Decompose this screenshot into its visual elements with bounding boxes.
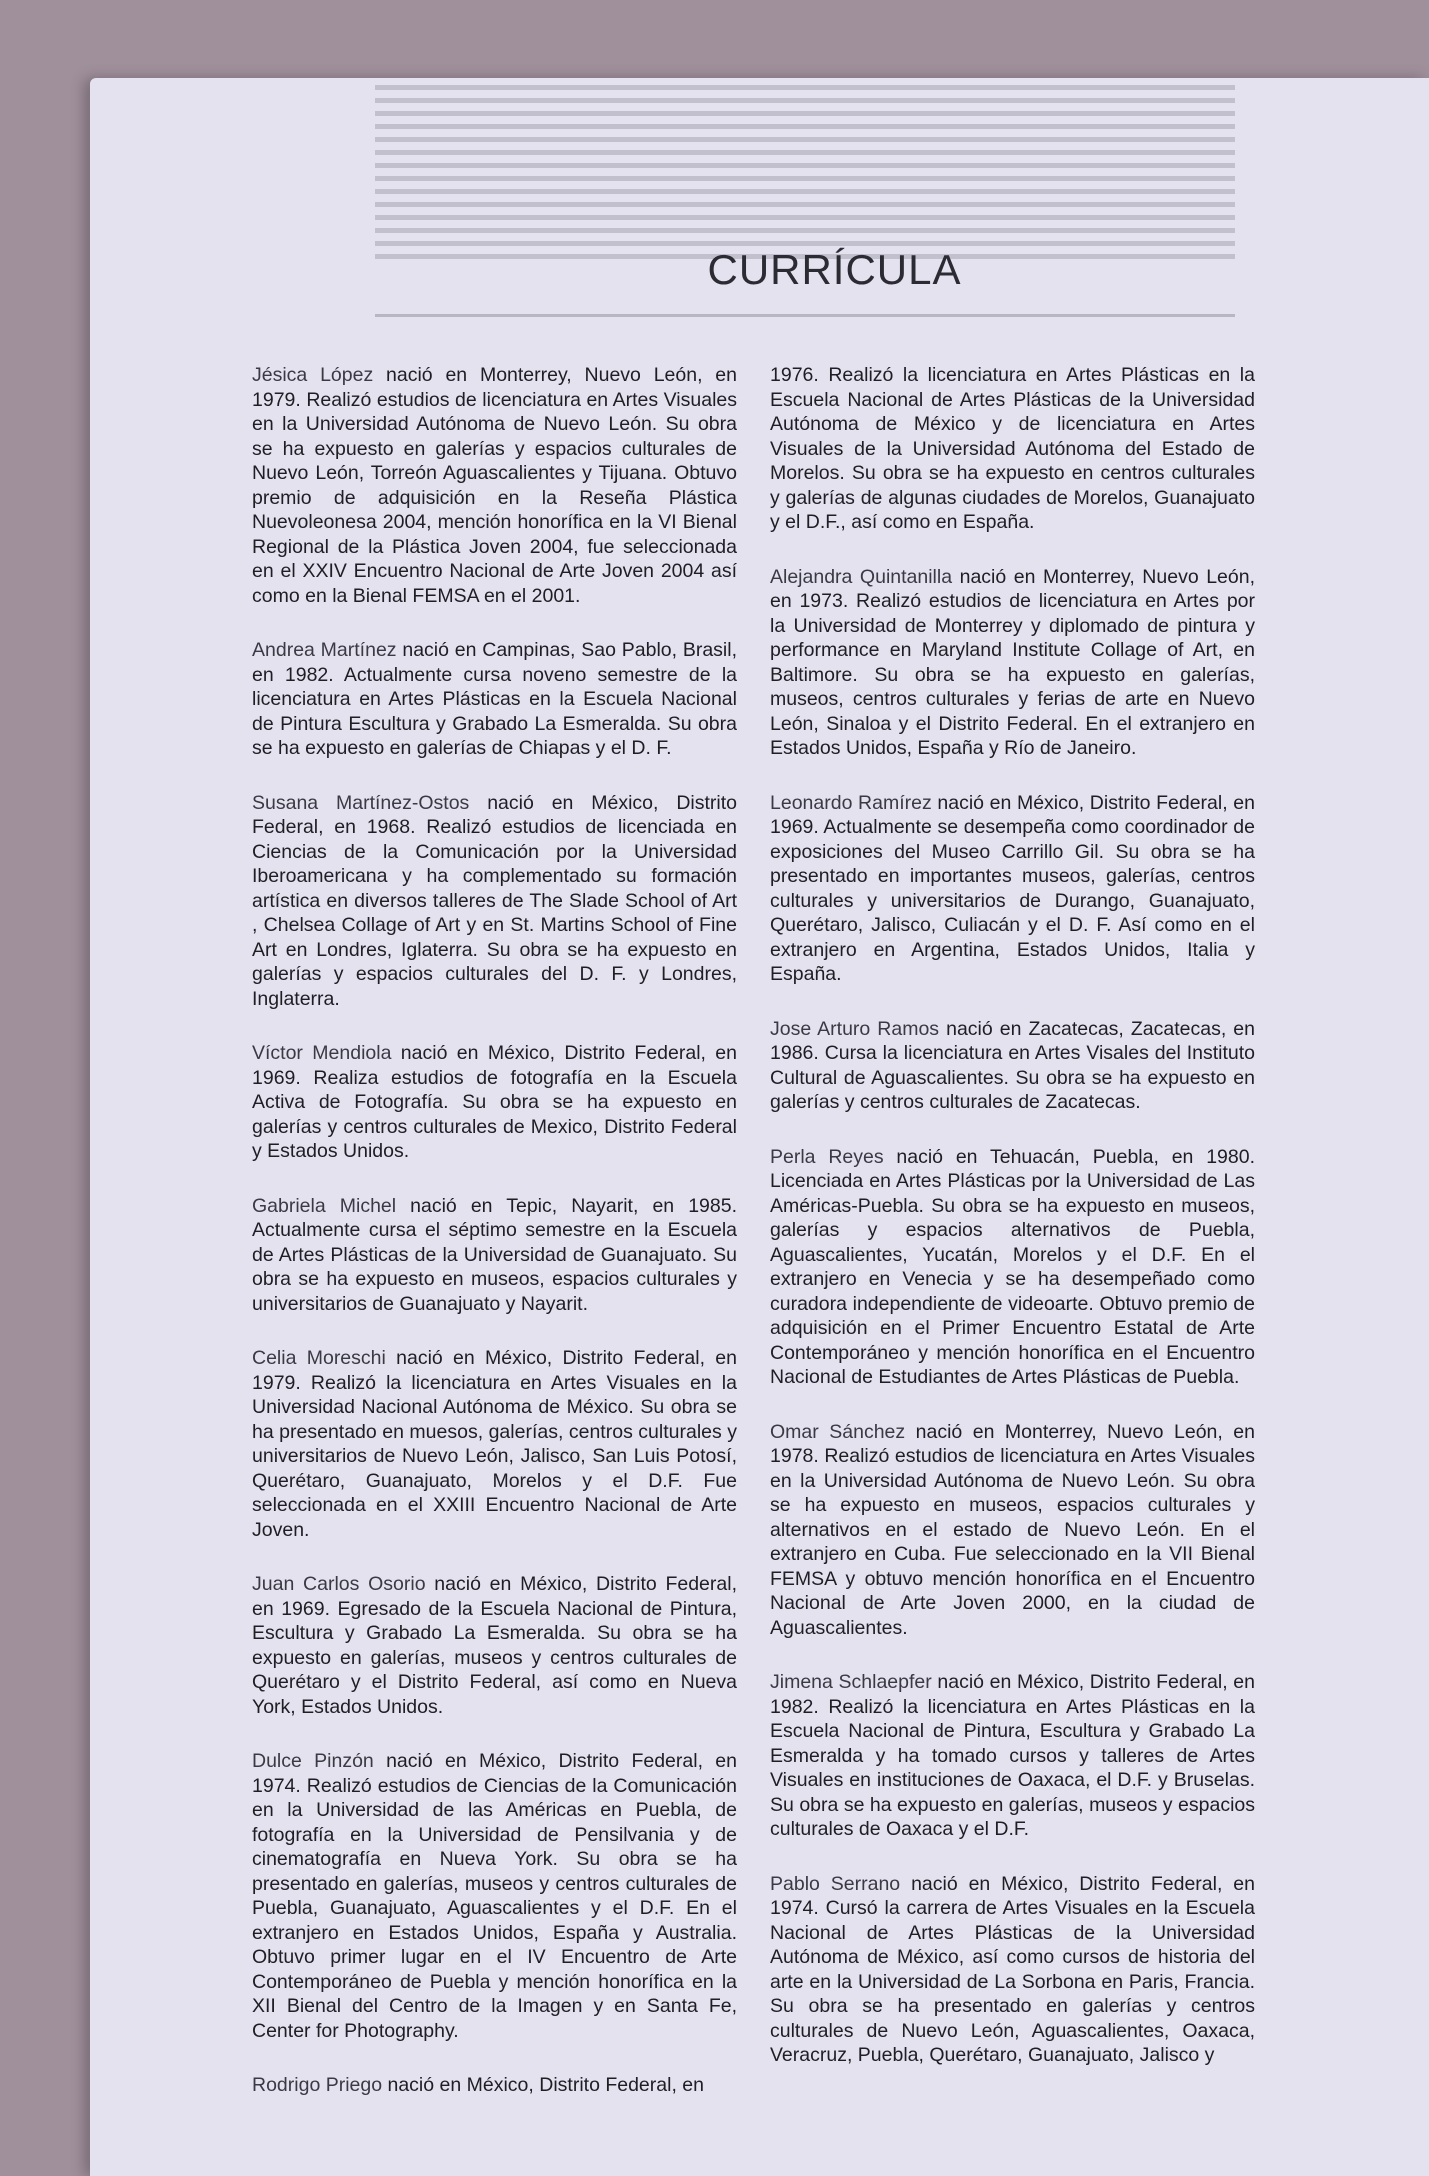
title-divider <box>375 314 1235 317</box>
bio-text: nació en Tepic, Nayarit, en 1985. Actualmente cursa el séptimo semestre en la Escuela de Artes Plásticas de la Universidad de Guanajuato. Su obra se ha expuesto en museos, espacios culturales y universitarios de Guanajuato y Nayarit. <box>252 1194 737 1315</box>
bio-entry <box>770 1670 1255 1842</box>
bio-entry <box>770 1017 1255 1115</box>
page-title: CURRÍCULA <box>707 246 962 293</box>
bio-text: nació en México, Distrito Federal, en 1969. Actualmente se desempeña como coordinador de exposiciones del Museo Carrillo Gil. Su obra se ha presentado en importantes museos, galerías, centros culturales y universitarios de Durango, Guanajuato, Querétaro, Jalisco, Culiacán y el D. F. Así como en el extranjero en Argentina, Estados Unidos, Italia y España. <box>770 791 1255 985</box>
bio-name: Víctor Mendiola <box>252 1042 392 1064</box>
bio-entry <box>770 791 1255 987</box>
bio-entry <box>252 1346 737 1542</box>
bio-entry <box>770 1872 1255 2068</box>
bio-entry <box>252 2073 737 2098</box>
bio-text: nació en Tehuacán, Puebla, en 1980. Licenciada en Artes Plásticas por la Universidad de Las Américas-Puebla. Su obra se ha expuesto en museos, galerías y espacios alternativos de Puebla, Aguascalientes, Yucatán, Morelos y el D.F. En el extranjero en Venecia y se ha desempeñado como curadora independiente de videoarte. Obtuvo premio de adquisición en el Primer Encuentro Estatal de Arte Contemporáneo y mención honorífica en el Encuentro Nacional de Estudiantes de Artes Plásticas de Puebla. <box>770 1145 1255 1388</box>
header-stripes <box>375 85 1235 260</box>
bio-entry <box>252 1749 737 2043</box>
bio-entry <box>252 1194 737 1317</box>
bio-text: nació en México, Distrito Federal, en 1982. Realizó la licenciatura en Artes Plásticas en la Escuela Nacional de Pintura, Escultura y Grabado La Esmeralda y ha tomado cursos y talleres de Artes Visuales en instituciones de Oaxaca, el D.F. y Bruselas. Su obra se ha expuesto en galerías, museos y espacios culturales de Oaxaca y el D.F. <box>770 1671 1255 1840</box>
bio-text: 1976. Realizó la licenciatura en Artes Plásticas en la Escuela Nacional de Artes Plásticas de la Universidad Autónoma de México y de licenciatura en Artes Visuales de la Universidad Autónoma del Estado de Morelos. Su obra se ha expuesto en centros culturales y galerías de algunas ciudades de Morelos, Guanajuato y el D.F., así como en España. <box>770 364 1255 533</box>
bio-text: nació en México, Distrito Federal, en <box>382 2074 704 2096</box>
bio-text: nació en Campinas, Sao Pablo, Brasil, en 1982. Actualmente cursa noveno semestre de la licenciatura en Artes Plásticas en la Escuela Nacional de Pintura Escultura y Grabado La Esmeralda. Su obra se ha expuesto en galerías de Chiapas y el D. F. <box>252 639 738 759</box>
bio-entry <box>252 1041 737 1164</box>
bio-entry <box>252 791 737 1012</box>
bio-name: Celia Moreschi <box>252 1347 386 1369</box>
bio-name: Gabriela Michel <box>252 1194 397 1217</box>
bio-name: Pablo Serrano <box>770 1872 901 1895</box>
bio-name: Rodrigo Priego <box>252 2074 383 2096</box>
bio-name: Susana Martínez-Ostos <box>252 791 470 814</box>
bio-name: Dulce Pinzón <box>252 1750 374 1772</box>
bio-name: Perla Reyes <box>770 1145 884 1168</box>
bio-entry <box>770 1420 1255 1641</box>
bio-name: Jésica López <box>252 364 374 386</box>
bio-text: nació en México, Distrito Federal, en 1969. Egresado de la Escuela Nacional de Pintura, Escultura y Grabado La Esmeralda. Su obra se ha expuesto en galerías, museos y centros culturales de Querétaro y el Distrito Federal, así como en Nueva York, Estados Unidos. <box>252 1573 737 1718</box>
bio-text: nació en México, Distrito Federal, en 1974. Realizó estudios de Ciencias de la Comunicación en la Universidad de las Américas en Puebla, de fotografía en la Universidad de Pensilvania y de cinematografía en Nueva York. Su obra se ha presentado en galerías, museos y centros culturales de Puebla, Guanajuato, Aguascalientes y el D.F. En el extranjero en Estados Unidos, España y Australia. Obtuvo primer lugar en el IV Encuentro de Arte Contemporáneo de Puebla y mención honorífica en la XII Bienal del Centro de la Imagen y en Santa Fe, Center for Photography. <box>252 1750 737 2042</box>
bio-text: nació en Monterrey, Nuevo León, en 1979. Realizó estudios de licenciatura en Artes Visuales en la Universidad Autónoma de Nuevo León. Su obra se ha expuesto en galerías y espacios culturales de Nuevo León, Torreón Aguascalientes y Tijuana. Obtuvo premio de adquisición en la Reseña Plástica Nuevoleonesa 2004, mención honorífica en la VI Bienal Regional de la Plástica Joven 2004, fue seleccionada en el XXIV Encuentro Nacional de Arte Joven 2004 así como en la Bienal FEMSA en el 2001. <box>252 364 737 607</box>
bio-entry <box>252 638 737 761</box>
bio-text: nació en Monterrey, Nuevo León, en 1978. Realizó estudios de licenciatura en Artes Visuales en la Universidad Autónoma de Nuevo León. Su obra se ha expuesto en museos, espacios culturales y alternativos en el estado de Nuevo León. En el extranjero en Cuba. Fue seleccionado en la VII Bienal FEMSA y obtuvo mención honorífica en el Encuentro Nacional de Arte Joven 2000, en la ciudad de Aguascalientes. <box>770 1420 1255 1639</box>
bio-name: Alejandra Quintanilla <box>770 565 953 588</box>
bio-entry <box>252 363 737 608</box>
bio-text: nació en Zacatecas, Zacatecas, en 1986. Cursa la licenciatura en Artes Visales del Instituto Cultural de Aguascalientes. Su obra se ha expuesto en galerías y centros culturales de Zacatecas. <box>770 1017 1255 1113</box>
bio-text: nació en Monterrey, Nuevo León, en 1973. Realizó estudios de licenciatura en Artes por la Universidad de Monterrey y diplomado de pintura y performance en Maryland Institute Collage of Art, en Baltimore. Su obra se ha expuesto en galerías, museos, centros culturales y ferias de arte en Nuevo León, Sinaloa y el Distrito Federal. En el extranjero en Estados Unidos, España y Río de Janeiro. <box>770 565 1255 759</box>
bio-name: Omar Sánchez <box>770 1420 906 1443</box>
left-column <box>252 363 737 2128</box>
bio-name: Juan Carlos Osorio <box>252 1573 426 1595</box>
bio-name: Jimena Schlaepfer <box>770 1671 932 1693</box>
bio-text: nació en México, Distrito Federal, en 1969. Realiza estudios de fotografía en la Escuela Activa de Fotografía. Su obra se ha expuesto en galerías y centros culturales de Mexico, Distrito Federal y Estados Unidos. <box>252 1042 737 1162</box>
right-column <box>770 363 1255 2098</box>
bio-entry <box>770 1145 1255 1390</box>
bio-text: nació en México, Distrito Federal, en 1979. Realizó la licenciatura en Artes Visuales en la Universidad Nacional Autónoma de México. Su obra se ha presentado en muesos, galerías, centros culturales y universitarios de Nuevo León, Jalisco, San Luis Potosí, Querétaro, Guanajuato, Morelos y el D.F. Fue seleccionada en el XXIII Encuentro Nacional de Arte Joven. <box>252 1347 737 1541</box>
bio-entry <box>252 1572 737 1719</box>
bio-name: Jose Arturo Ramos <box>770 1017 940 1040</box>
bio-entry <box>770 565 1255 761</box>
bio-text: nació en México, Distrito Federal, en 1974. Cursó la carrera de Artes Visuales en la Escuela Nacional de Artes Plásticas de la Universidad Autónoma de México, así como cursos de historia del arte en la Universidad de La Sorbona en Paris, Francia. Su obra se ha presentado en galerías y centros culturales de Nuevo León, Aguascalientes, Oaxaca, Veracruz, Puebla, Querétaro, Guanajuato, Jalisco y <box>770 1872 1255 2066</box>
bio-name: Andrea Martínez <box>252 639 397 661</box>
bio-text: nació en México, Distrito Federal, en 1968. Realizó estudios de licenciada en Ciencias de la Comunicación por la Universidad Iberoamericana y ha complementado su formación artística en diversos talleres de The Slade School of Art , Chelsea Collage of Art y en St. Martins School of Fine Art en Londres, Iglaterra. Su obra se ha expuesto en galerías y espacios culturales del D. F. y Londres, Inglaterra. <box>252 791 737 1010</box>
bio-name: Leonardo Ramírez <box>770 791 932 814</box>
bio-entry <box>770 363 1255 535</box>
document-page <box>90 78 1429 2176</box>
